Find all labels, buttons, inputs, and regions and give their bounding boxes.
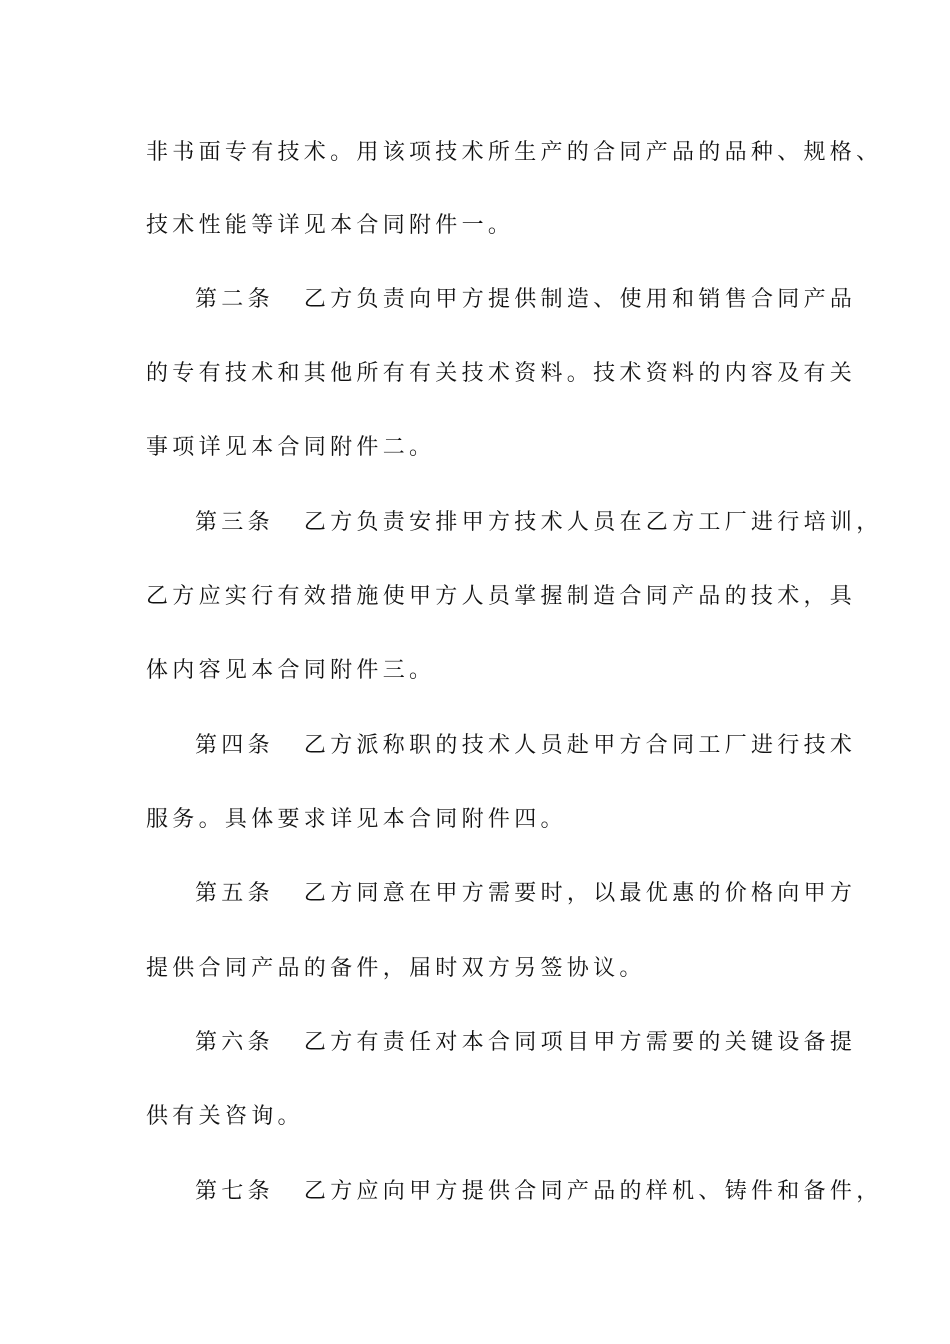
article-text: 乙方负责向甲方提供制造、使用和销售合同产品 <box>303 287 857 312</box>
text-line: 乙方应实行有效措施使甲方人员掌握制造合同产品的技术，具 <box>146 584 857 609</box>
article-4 <box>195 731 856 761</box>
article-label: 第七条 <box>195 1179 274 1204</box>
article-text: 乙方负责安排甲方技术人员在乙方工厂进行培训， <box>303 510 883 535</box>
text-line: 的专有技术和其他所有有关技术资料。技术资料的内容及有关 <box>146 361 857 386</box>
text-line: 非书面专有技术。用该项技术所生产的合同产品的品种、规格、 <box>146 140 883 165</box>
text-line: 事项详见本合同附件二。 <box>146 435 436 460</box>
article-2 <box>195 285 856 315</box>
article-5 <box>195 879 856 909</box>
article-text: 乙方有责任对本合同项目甲方需要的关键设备提 <box>303 1030 857 1055</box>
article-6 <box>195 1028 856 1058</box>
text-line: 体内容见本合同附件三。 <box>146 658 436 683</box>
text-line: 服务。具体要求详见本合同附件四。 <box>146 807 567 832</box>
article-label: 第二条 <box>195 287 274 312</box>
article-text: 乙方派称职的技术人员赴甲方合同工厂进行技术 <box>303 733 857 758</box>
text-line: 技术性能等详见本合同附件一。 <box>146 213 515 238</box>
text-line: 提供合同产品的备件，届时双方另签协议。 <box>146 956 646 981</box>
article-3 <box>195 508 883 538</box>
text-line: 供有关咨询。 <box>146 1104 304 1129</box>
article-label: 第四条 <box>195 733 274 758</box>
article-text: 乙方同意在甲方需要时，以最优惠的价格向甲方 <box>303 881 857 906</box>
article-text: 乙方应向甲方提供合同产品的样机、铸件和备件， <box>303 1179 883 1204</box>
article-label: 第三条 <box>195 510 274 535</box>
article-label: 第五条 <box>195 881 274 906</box>
article-7 <box>195 1177 883 1207</box>
article-label: 第六条 <box>195 1030 274 1055</box>
